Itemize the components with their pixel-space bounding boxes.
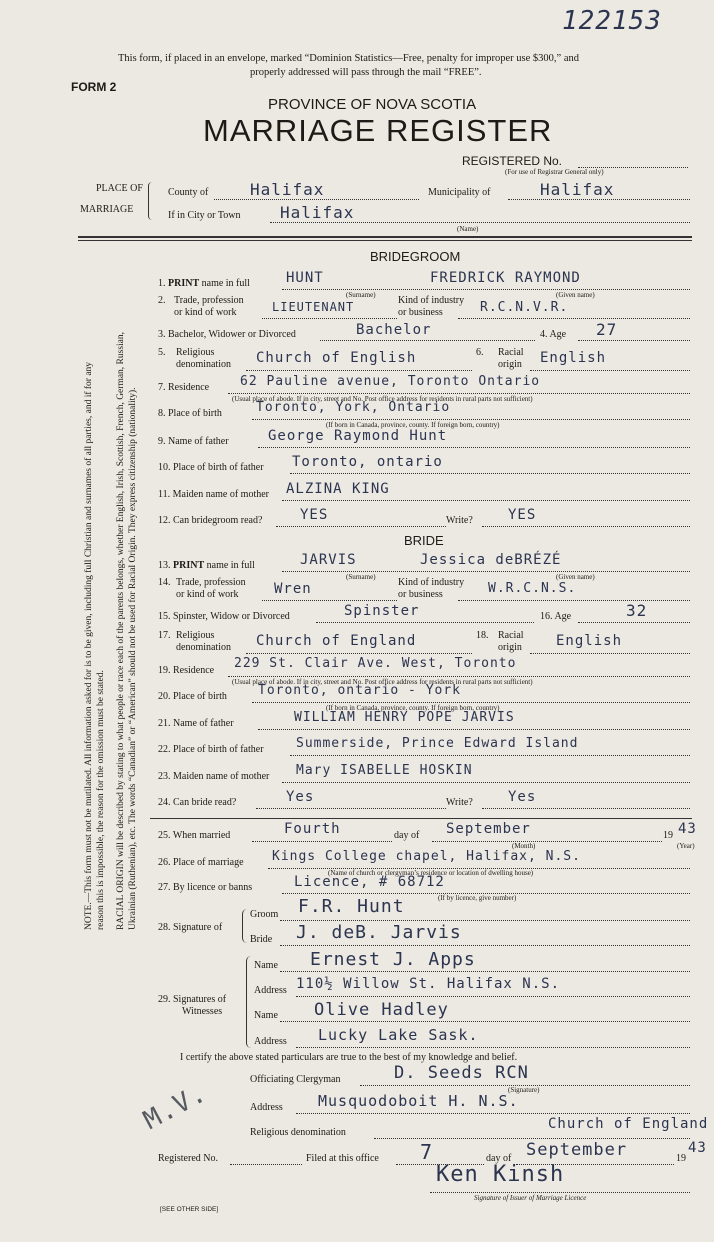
divider-top <box>78 236 692 238</box>
groom-l6-label-b: origin <box>498 359 522 370</box>
bride-residence-cap: (Usual place of abode. If in city, street and No. Post office address for residents in rural parts not sufficient) <box>232 678 533 686</box>
bride-residence-line <box>228 676 690 677</box>
groom-l1-label: name in full <box>201 278 250 289</box>
marriage-l25-label: When married <box>172 830 231 841</box>
groom-father-birth: Toronto, ontario <box>292 454 443 470</box>
witness2-name: Olive Hadley <box>314 1000 449 1020</box>
filed-day-label: day of <box>486 1153 512 1164</box>
groom-father-line <box>258 447 690 448</box>
groom-name-line <box>282 289 690 290</box>
groom-father-birth-line <box>290 473 690 474</box>
filed-year-prefix: 19 <box>676 1153 686 1164</box>
bride-l9-num: 21. <box>158 718 171 729</box>
bride-print-bold: PRINT <box>173 560 205 571</box>
marriage-l25-num: 25. <box>158 830 171 841</box>
groom-father: George Raymond Hunt <box>268 428 448 444</box>
groom-l4-num: 4. <box>540 329 548 340</box>
groom-status: Bachelor <box>356 322 432 338</box>
issuer-signature: Ken Kinsh <box>436 1162 565 1187</box>
bride-birth-cap: (If born in Canada, province, county. If foreign born, country) <box>326 704 500 712</box>
bride-l6-label-a: Racial <box>498 630 524 641</box>
bride-l5-label-a: Religious <box>176 630 215 641</box>
bride-l11-label: Maiden name of mother <box>173 771 270 782</box>
groom-l11-label: Maiden name of mother <box>172 489 269 500</box>
bride-birth: Toronto, ontario - York <box>258 683 462 698</box>
bride-father-birth: Summerside, Prince Edward Island <box>296 736 579 751</box>
bride-status: Spinster <box>344 603 420 619</box>
groom-residence-line <box>228 393 690 394</box>
postal-notice-line2: properly addressed will pass through the mail “FREE”. <box>250 67 482 78</box>
municipality-label: Municipality of <box>428 187 491 198</box>
bride-religion-line <box>246 653 472 654</box>
bride-industry: W.R.C.N.S. <box>488 581 577 596</box>
place-label-1: PLACE OF <box>96 183 143 194</box>
city-name-caption: (Name) <box>457 225 479 233</box>
groom-l7-num: 7. <box>158 382 166 393</box>
bridegroom-heading: BRIDEGROOM <box>370 249 461 264</box>
city-label: If in City or Town <box>168 210 241 221</box>
divider-mid <box>150 818 692 819</box>
bride-l2-label-b: or kind of work <box>176 589 239 600</box>
groom-write-label: Write? <box>446 515 473 526</box>
certify-statement: I certify the above stated particulars are true to the best of my knowledge and belief. <box>180 1052 518 1063</box>
groom-trade: LIEUTENANT <box>272 300 355 314</box>
denomination-line <box>374 1138 690 1139</box>
bride-mother-line <box>282 782 690 783</box>
groom-l12-label: Can bridegroom read? <box>173 515 263 526</box>
bride-residence: 229 St. Clair Ave. West, Toronto <box>234 656 517 671</box>
marriage-l29-num: 29. <box>158 994 171 1005</box>
groom-mother: ALZINA KING <box>286 481 390 497</box>
bride-l5-num: 17. <box>158 630 171 641</box>
groom-l6-label-a: Racial <box>498 347 524 358</box>
filed-month: September <box>526 1140 628 1160</box>
bride-sig-label: Bride <box>250 934 273 945</box>
w1-name-line <box>280 971 690 972</box>
groom-mother-line <box>282 500 690 501</box>
side-note-3: RACIAL ORIGIN will be described by stating to what people or race each of the parents belongs, whether English, Irish, Scottish, French, German, Russian, <box>116 331 126 930</box>
registered-no-label: REGISTERED No. <box>462 154 563 168</box>
bride-l2-label-a: Trade, profession <box>176 577 246 588</box>
side-note-4: Ukrainian (Ruthenian), etc. The words “Canadian” or “American” should not be used for Racial Origin. They express citizenship (nationality). <box>128 387 138 930</box>
register-number: 122153 <box>562 6 662 36</box>
groom-industry-label-b: or business <box>398 307 443 318</box>
bride-l1-label: name in full <box>206 560 255 571</box>
groom-sig-label: Groom <box>250 909 279 920</box>
marriage-place: Kings College chapel, Halifax, N.S. <box>272 849 581 864</box>
registered-no-footer-line <box>230 1164 302 1165</box>
groom-l5-num: 5. <box>158 347 166 358</box>
groom-age-label: Age <box>549 329 567 340</box>
registrar-note: (For use of Registrar General only) <box>505 168 604 176</box>
married-month-line <box>432 841 662 842</box>
bride-given: Jessica deBRÉZÉ <box>420 552 562 568</box>
bride-industry-line <box>458 600 690 601</box>
groom-l12-num: 12. <box>158 515 171 526</box>
bride-l5-label-b: denomination <box>176 642 231 653</box>
groom-l5-label-b: denomination <box>176 359 231 370</box>
w2-name-line <box>280 1021 690 1022</box>
groom-l3-num: 3. <box>158 329 166 340</box>
bride-l11-num: 23. <box>158 771 171 782</box>
groom-l8-label: Place of birth <box>168 408 222 419</box>
bride-origin: English <box>556 633 623 649</box>
bride-trade: Wren <box>274 581 312 597</box>
marriage-l26-label: Place of marriage <box>173 857 244 868</box>
clergy-label: Officiating Clergyman <box>250 1074 341 1085</box>
bride-l9-label: Name of father <box>173 718 234 729</box>
married-day-line <box>252 841 392 842</box>
groom-l8-num: 8. <box>158 408 166 419</box>
groom-surname-cap: (Surname) <box>346 291 376 299</box>
groom-l5-label-a: Religious <box>176 347 215 358</box>
bride-l12-num: 24. <box>158 797 171 808</box>
side-note-1: NOTE.—This form must not be mutilated. All information asked for is to be given, including full Christian and surnames of all parties, and if for any <box>84 361 94 930</box>
bride-mother: Mary ISABELLE HOSKIN <box>296 763 473 778</box>
clergy-denomination: Church of England <box>548 1116 709 1132</box>
bride-l10-num: 22. <box>158 744 171 755</box>
province-heading: PROVINCE OF NOVA SCOTIA <box>268 96 477 113</box>
page-title: MARRIAGE REGISTER <box>203 113 553 148</box>
groom-l6-num: 6. <box>476 347 484 358</box>
w2-address-line <box>296 1047 690 1048</box>
county-label: County of <box>168 187 209 198</box>
marriage-l27-num: 27. <box>158 882 171 893</box>
divider-top-2 <box>78 240 692 241</box>
married-day-label: day of <box>394 830 420 841</box>
bride-write: Yes <box>508 789 537 805</box>
marriage-l26-num: 26. <box>158 857 171 868</box>
county-line <box>214 199 419 200</box>
municipality-value: Halifax <box>540 180 615 199</box>
margin-initials: M.V. <box>138 1078 212 1136</box>
bride-l10-label: Place of birth of father <box>173 744 264 755</box>
w1-address-line <box>296 996 690 997</box>
w2-address-label: Address <box>254 1036 287 1047</box>
bride-trade-line <box>262 600 397 601</box>
groom-l7-label: Residence <box>168 382 210 393</box>
bride-age: 32 <box>626 601 648 620</box>
groom-birth-cap: (If born in Canada, province, county. If foreign born, country) <box>326 421 500 429</box>
bride-religion: Church of England <box>256 633 417 649</box>
bride-l8-label: Place of birth <box>173 691 227 702</box>
groom-birth-line <box>252 419 690 420</box>
bride-industry-label-b: or business <box>398 589 443 600</box>
groom-residence-cap: (Usual place of abode. If in city, street and No. Post office address for residents in rural parts not sufficient) <box>232 395 533 403</box>
bride-heading: BRIDE <box>404 533 444 548</box>
groom-l3-label: Bachelor, Widower or Divorced <box>168 329 296 340</box>
registered-no-footer-label: Registered No. <box>158 1153 218 1164</box>
marriage-l27-label: By licence or banns <box>173 882 253 893</box>
marriage-place-cap: (Name of church or clergyman’s residence or location of dwelling house) <box>328 869 534 877</box>
witness1-address: 110½ Willow St. Halifax N.S. <box>296 976 561 992</box>
licence-cap: (If by licence, give number) <box>438 894 517 902</box>
marriage-l29-label-a: Signatures of <box>173 994 227 1005</box>
denomination-label: Religious denomination <box>250 1127 346 1138</box>
married-month: September <box>446 821 531 837</box>
bride-industry-label-a: Kind of industry <box>398 577 465 588</box>
bride-birth-line <box>252 702 690 703</box>
groom-industry-label-a: Kind of industry <box>398 295 465 306</box>
groom-l1-num: 1. <box>158 278 166 289</box>
groom-print-bold: PRINT <box>168 278 200 289</box>
bride-surname-cap: (Surname) <box>346 573 376 581</box>
form-label: FORM 2 <box>71 80 117 94</box>
clergy-address-label: Address <box>250 1102 283 1113</box>
groom-write: YES <box>508 507 537 523</box>
bride-origin-line <box>530 653 690 654</box>
groom-religion-line <box>246 370 472 371</box>
groom-given: FREDRICK RAYMOND <box>430 270 581 286</box>
city-line <box>270 222 690 223</box>
clergy-address: Musquodoboit H. N.S. <box>318 1092 519 1110</box>
groom-religion: Church of English <box>256 350 417 366</box>
bride-read: Yes <box>286 789 315 805</box>
married-year: 43 <box>678 821 697 837</box>
clergy-signature: D. Seeds RCN <box>394 1063 529 1083</box>
licence-value: Licence, # 68712 <box>294 874 445 890</box>
city-value: Halifax <box>280 203 355 222</box>
bride-given-cap: (Given name) <box>556 573 595 581</box>
groom-l10-label: Place of birth of father <box>173 462 264 473</box>
filed-label: Filed at this office <box>306 1153 379 1164</box>
bride-father: WILLIAM HENRY POPE JARVIS <box>294 710 515 725</box>
signature-brace <box>242 909 247 943</box>
married-year-prefix: 19 <box>663 830 673 841</box>
bride-l12-label: Can bride read? <box>173 797 237 808</box>
groom-age-line <box>578 340 690 341</box>
groom-industry: R.C.N.V.R. <box>480 300 569 315</box>
groom-origin: English <box>540 350 607 366</box>
see-other-side: [SEE OTHER SIDE] <box>160 1206 219 1213</box>
groom-l11-num: 11. <box>158 489 171 500</box>
bride-read-line <box>256 808 446 809</box>
witness-brace <box>246 956 251 1048</box>
bride-surname: JARVIS <box>300 552 357 568</box>
groom-industry-line <box>458 318 690 319</box>
w1-name-label: Name <box>254 960 278 971</box>
municipality-line <box>508 199 690 200</box>
marriage-l29-label-b: Witnesses <box>182 1006 223 1017</box>
married-day: Fourth <box>284 821 341 837</box>
witness1-name: Ernest J. Apps <box>310 949 476 970</box>
place-label-2: MARRIAGE <box>80 204 134 215</box>
groom-origin-line <box>530 370 690 371</box>
bride-l4-num: 16. <box>540 611 553 622</box>
bride-name-line <box>282 571 690 572</box>
witness2-address: Lucky Lake Sask. <box>318 1026 479 1044</box>
groom-trade-line <box>262 318 397 319</box>
bride-sig-line <box>280 945 690 946</box>
filed-day: 7 <box>420 1140 434 1164</box>
groom-read-line <box>276 526 446 527</box>
county-value: Halifax <box>250 180 325 199</box>
groom-residence: 62 Pauline avenue, Toronto Ontario <box>240 374 541 389</box>
bride-write-line <box>482 808 690 809</box>
bride-l1-num: 13. <box>158 560 171 571</box>
issuer-line <box>430 1192 690 1193</box>
bride-l7-num: 19. <box>158 665 171 676</box>
groom-l9-num: 9. <box>158 436 166 447</box>
marriage-l28-label: Signature of <box>173 922 223 933</box>
married-year-cap: (Year) <box>677 842 695 850</box>
filed-year: 43 <box>688 1140 707 1156</box>
issuer-caption: Signature of Issuer of Marriage Licence <box>474 1194 587 1202</box>
bride-status-line <box>316 622 534 623</box>
bride-age-label: Age <box>554 611 572 622</box>
groom-status-line <box>320 340 535 341</box>
groom-l9-label: Name of father <box>168 436 229 447</box>
groom-surname: HUNT <box>286 270 324 286</box>
groom-l10-num: 10. <box>158 462 171 473</box>
groom-write-line <box>482 526 690 527</box>
bride-l3-num: 15. <box>158 611 171 622</box>
groom-birth: Toronto, York, Ontario <box>256 400 451 415</box>
clergy-sig-cap: (Signature) <box>508 1086 540 1094</box>
groom-l2-label-a: Trade, profession <box>174 295 244 306</box>
married-month-cap: (Month) <box>512 842 536 850</box>
groom-signature: F.R. Hunt <box>298 896 405 917</box>
bride-father-line <box>258 729 690 730</box>
side-note-2: reason this is impossible, the reason for the omission must be stated. <box>96 670 106 930</box>
bride-l6-num: 18. <box>476 630 489 641</box>
groom-l2-label-b: or kind of work <box>174 307 237 318</box>
groom-read: YES <box>300 507 329 523</box>
groom-l2-num: 2. <box>158 295 166 306</box>
bride-father-birth-line <box>290 755 690 756</box>
groom-sig-line <box>280 920 690 921</box>
bride-l6-label-b: origin <box>498 642 522 653</box>
w2-name-label: Name <box>254 1010 278 1021</box>
postal-notice-line1: This form, if placed in an envelope, marked “Dominion Statistics—Free, penalty for improper use $300,” and <box>118 53 580 64</box>
bride-l8-num: 20. <box>158 691 171 702</box>
bride-age-line <box>578 622 690 623</box>
groom-age: 27 <box>596 320 618 339</box>
marriage-l28-num: 28. <box>158 922 171 933</box>
bride-signature: J. deB. Jarvis <box>296 922 462 943</box>
bride-l7-label: Residence <box>173 665 215 676</box>
place-brace <box>148 182 152 220</box>
w1-address-label: Address <box>254 985 287 996</box>
bride-l2-num: 14. <box>158 577 171 588</box>
groom-given-cap: (Given name) <box>556 291 595 299</box>
bride-write-label: Write? <box>446 797 473 808</box>
clergy-address-line <box>296 1113 690 1114</box>
bride-l3-label: Spinster, Widow or Divorced <box>173 611 290 622</box>
